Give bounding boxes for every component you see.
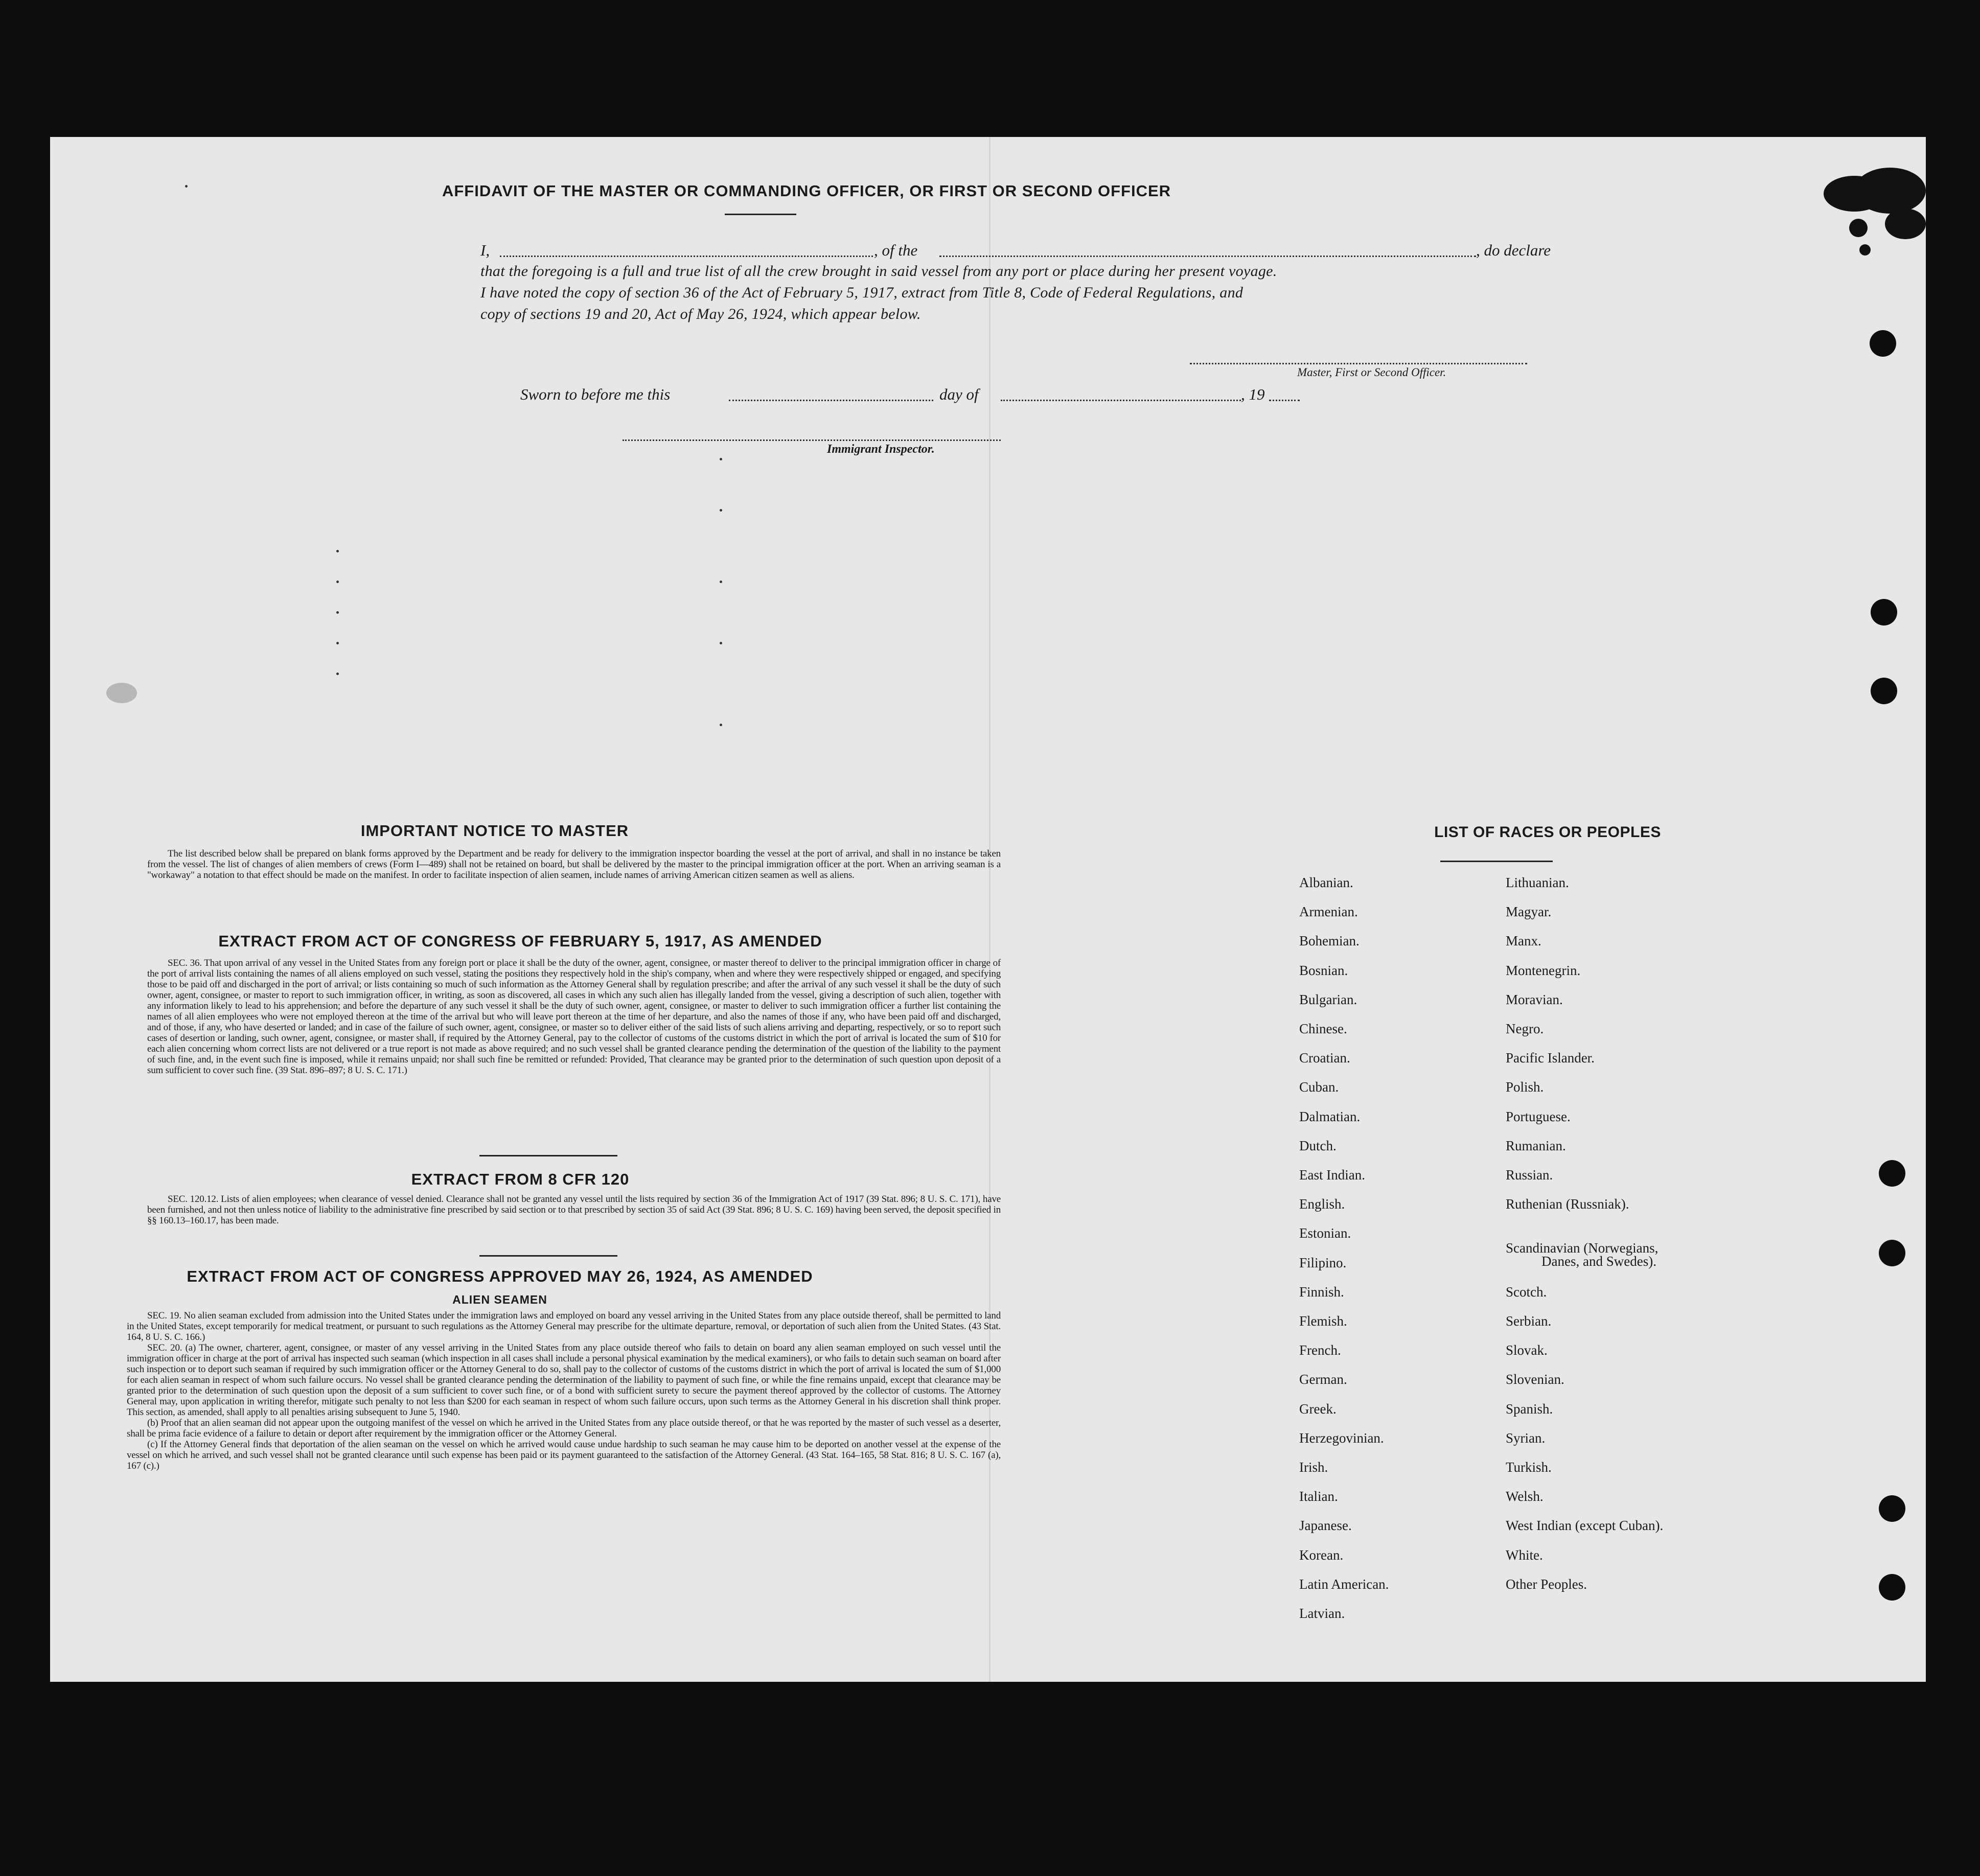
sworn-day-blank[interactable] [729, 400, 933, 401]
section-rule-2 [479, 1255, 617, 1257]
extract-1924-body [127, 1310, 1001, 1471]
race-item: Albanian. [1299, 875, 1353, 890]
day-of-label: day of [939, 385, 979, 403]
punch-hole [1879, 1574, 1905, 1601]
sworn-month-blank[interactable] [1001, 400, 1241, 401]
speck [720, 509, 722, 512]
sec-20c-text: (c) If the Attorney General finds that deportation of the alien seaman on the vessel on which he arrived would cause undue hardship to such seaman he may cause him to be deported on another vessel at the expense of the vessel on which he arrived, and such vessel shall not be granted clearance until such expense has been paid or its payment guaranteed to the satisfaction of the Attorney General. (43 Stat. 164–165, 58 Stat. 816; 8 U. S. C. 167 (a), 167 (c).) [127, 1439, 1001, 1471]
ink-blot [1854, 168, 1926, 214]
vessel-blank[interactable] [939, 256, 1476, 257]
race-item: Polish. [1506, 1079, 1544, 1095]
race-item: Magyar. [1506, 904, 1552, 920]
affidavit-declare: , do declare [1476, 241, 1551, 259]
sec-20a-text: SEC. 20. (a) The owner, charterer, agent, consignee, or master of any vessel arriving in the United States from any place outside thereof who fails to detain on board any alien seaman employed on such vessel until the immigration officer in charge at the port of arrival has inspected such seaman (which inspection in all cases shall include a personal physical examination by the medical examiners), or who fails to detain such seaman on board after such inspection or to deport such seaman if required by such immigration officer or the Attorney General to do so, shall pay to the collector of customs of the customs district in which the port of arrival is located the sum of $1,000 for each alien seaman in respect of whom such failure occurs. No vessel shall be granted clearance pending the determination of the liability to payment of such fine, or while the fine remains unpaid, except that clearance may be granted prior to the determination of such question upon the deposit of a sum sufficient to cover such fine, or of a bond with sufficient surety to secure the payment thereof approved by the collector of customs. The Attorney General may, upon application in writing therefor, mitigate such penalty to not less than $200 for each seaman in respect of whom such failure occurs, upon such terms as the Attorney General in his discretion shall think proper. This section, as amended, shall apply to all penalties arising subsequent to June 5, 1940. [127, 1342, 1001, 1418]
extract-1917-text: SEC. 36. That upon arrival of any vessel in the United States from any foreign port or place it shall be the duty of the owner, agent, consignee, or master thereof to deliver to the principal immigration officer in charge of the port of arrival lists containing the names of all aliens employed on such vessel, stating the positions they respectively hold in the ship's company, when and where they were respectively shipped or engaged, and specifying those to be paid off and discharged in the port of arrival; or lists containing so much of such information as the Attorney General shall by regulation prescribe; and after the arrival of any such vessel it shall be the duty of such owner, agent, consignee, or master to report to such immigration officer, in writing, as soon as discovered, all cases in which any such alien has illegally landed from the vessel, giving a description of such alien, together with any information likely to lead to his apprehension; and before the departure of any such vessel it shall be the duty of such owner, agent, consignee, or master to deliver to such immigration officer a further list containing the names of all alien employees who were not employed thereon at the time of the arrival but who will leave port thereon at the time of her departure, and also the names of those if any, who have been paid off and discharged, and of those, if any, who have deserted or landed; and in case of the failure of such owner, agent, consignee, or master so to deliver either of the said lists of such aliens arriving and departing, respectively, or so to report such cases of desertion or landing, such owner, agent, consignee, or master shall, if required by the Attorney General, pay to the collector of customs of the customs district in which the port of arrival is located the sum of $10 for each alien concerning whom correct lists are not delivered or a true report is not made as above required; and no such vessel shall be granted clearance pending the determination of the question of the liability to the payment of such fine, and, in the event such fine is imposed, while it remains unpaid; nor shall such fine be remitted or refunded: Provided, That clearance may be granted prior to the determination of such question upon deposit of a sum sufficient to cover such fine. (39 Stat. 896–897; 8 U. S. C. 171.) [147, 958, 1001, 1076]
race-item: Dutch. [1299, 1138, 1337, 1153]
race-item: Bohemian. [1299, 933, 1360, 949]
race-item: Other Peoples. [1506, 1576, 1587, 1592]
master-signature-blank[interactable] [1190, 363, 1527, 364]
speck [336, 611, 339, 614]
race-item: Filipino. [1299, 1255, 1347, 1270]
year-blank[interactable] [1269, 400, 1300, 401]
race-item: Turkish. [1506, 1460, 1552, 1475]
speck [336, 550, 339, 552]
race-item: Greek. [1299, 1401, 1337, 1417]
ink-blot [1885, 209, 1926, 239]
sec-20b-text: (b) Proof that an alien seaman did not appear upon the outgoing manifest of the vessel on which he arrived in the United States from any place outside thereof, or that he was reported by the master of such vessel as a deserter, shall be prima facie evidence of a failure to detain or deport after requirement by the immigration officer or the Attorney General. [127, 1418, 1001, 1439]
races-title-rule [1440, 861, 1553, 862]
alien-seamen-subtitle: ALIEN SEAMEN [452, 1293, 547, 1306]
affidavit-line4: copy of sections 19 and 20, Act of May 26, 1924, which appear below. [480, 306, 921, 322]
section-rule-1 [479, 1155, 617, 1156]
name-blank[interactable] [500, 256, 873, 257]
punch-hole [1871, 678, 1897, 704]
punch-hole [1879, 1160, 1905, 1187]
race-item: Spanish. [1506, 1401, 1553, 1417]
race-item: Russian. [1506, 1167, 1553, 1183]
sworn-label: Sworn to before me this [520, 385, 671, 403]
race-item: Slovak. [1506, 1342, 1548, 1358]
races-title: LIST OF RACES OR PEOPLES [1434, 824, 1661, 841]
race-item: Syrian. [1506, 1430, 1546, 1446]
speck [720, 642, 722, 644]
race-item: Latvian. [1299, 1606, 1345, 1621]
speck [720, 724, 722, 726]
race-item: Manx. [1506, 933, 1541, 949]
race-item: German. [1299, 1372, 1347, 1387]
affidavit-title: AFFIDAVIT OF THE MASTER OR COMMANDING OFFICER, OR FIRST OR SECOND OFFICER [442, 182, 1171, 200]
extract-8cfr-title: EXTRACT FROM 8 CFR 120 [411, 1170, 630, 1188]
sec-19-text: SEC. 19. No alien seaman excluded from admission into the United States under the immigration laws and employed on board any vessel arriving in the United States from any place outside thereof, shall be permitted to land in the United States, except temporarily for medical treatment, or pursuant to such regulations as the Attorney General may prescribe for the ultimate departure, removal, or deportation of such alien from the United States. (43 Stat. 164, 8 U. S. C. 166.) [127, 1310, 1001, 1342]
race-item: French. [1299, 1342, 1341, 1358]
race-item: Scandinavian (Norwegians, [1506, 1240, 1659, 1256]
affidavit-line3: I have noted the copy of section 36 of the Act of February 5, 1917, extract from Title 8, Code of Federal Regulations, and [480, 284, 1244, 301]
race-item: East Indian. [1299, 1167, 1365, 1183]
race-item: Latin American. [1299, 1576, 1389, 1592]
race-item: Pacific Islander. [1506, 1050, 1595, 1066]
race-item: Cuban. [1299, 1079, 1339, 1095]
inspector-signature-blank[interactable] [623, 439, 1001, 441]
race-item: Italian. [1299, 1489, 1338, 1504]
extract-8cfr-text: SEC. 120.12. Lists of alien employees; when clearance of vessel denied. Clearance shall not be granted any vessel until the lists required by section 36 of the Immigration Act of 1917 (39 Stat. 896; 8 U. S. C. 171), have been furnished, and not then unless notice of liability to the administrative fine prescribed by said section or to that prescribed by section 35 of said Act (39 Stat. 896; 8 U. S. C. 169) having been served, the deposit specified in §§ 160.13–160.17, has been made. [147, 1194, 1001, 1226]
race-item: Serbian. [1506, 1313, 1552, 1329]
race-item: Portuguese. [1506, 1108, 1571, 1124]
race-item: Dalmatian. [1299, 1108, 1361, 1124]
race-item: Lithuanian. [1506, 875, 1569, 890]
race-item: West Indian (except Cuban). [1506, 1518, 1664, 1534]
speck [720, 458, 722, 460]
title-rule [725, 214, 796, 215]
race-item: Estonian. [1299, 1225, 1351, 1241]
notice-title: IMPORTANT NOTICE TO MASTER [360, 822, 629, 840]
race-item: Korean. [1299, 1547, 1344, 1563]
punch-hole [1879, 1495, 1905, 1522]
speck [185, 185, 188, 188]
race-item: Armenian. [1299, 904, 1358, 920]
race-item: Herzegovinian. [1299, 1430, 1384, 1446]
speck [336, 673, 339, 675]
document-page [50, 137, 1926, 1682]
race-item: Bosnian. [1299, 962, 1348, 978]
speck [720, 581, 722, 583]
smudge [106, 683, 137, 703]
race-item: Chinese. [1299, 1021, 1347, 1036]
race-item: White. [1506, 1547, 1543, 1563]
race-item: Welsh. [1506, 1489, 1544, 1504]
race-item: Slovenian. [1506, 1372, 1564, 1387]
notice-text: The list described below shall be prepared on blank forms approved by the Department and be ready for delivery to the immigration inspector boarding the vessel at the port of arrival, and shall in no instance be taken from the vessel. The list of changes of alien members of crews (Form I—489) shall not be retained on board, but shall be delivered by the master to the principal immigration officer at the port. When an arriving seaman is a "workaway" a notation to that effect should be made on the manifest. In order to facilitate inspection of alien seamen, include names of arriving American citizen seamen as well as aliens. [147, 848, 1001, 881]
race-item: Flemish. [1299, 1313, 1347, 1329]
punch-hole [1879, 1240, 1905, 1266]
ink-blot [1849, 219, 1868, 237]
inspector-caption: Immigrant Inspector. [827, 443, 935, 456]
master-caption: Master, First or Second Officer. [1297, 366, 1446, 379]
race-item: Scotch. [1506, 1284, 1547, 1300]
race-item: Montenegrin. [1506, 962, 1581, 978]
punch-hole [1871, 599, 1897, 626]
race-item: Negro. [1506, 1021, 1544, 1036]
ink-blot [1859, 244, 1871, 256]
race-item: Irish. [1299, 1460, 1328, 1475]
race-item: Danes, and Swedes). [1541, 1254, 1656, 1269]
race-item: English. [1299, 1196, 1345, 1212]
speck [336, 642, 339, 644]
race-item: Bulgarian. [1299, 991, 1357, 1007]
race-item: Rumanian. [1506, 1138, 1566, 1153]
affidavit-line2: that the foregoing is a full and true list of all the crew brought in said vessel from any port or place during her present voyage. [480, 263, 1277, 280]
race-item: Finnish. [1299, 1284, 1344, 1300]
extract-1924-title: EXTRACT FROM ACT OF CONGRESS APPROVED MAY 26, 1924, AS AMENDED [187, 1267, 813, 1285]
year-prefix: , 19 [1241, 385, 1265, 403]
race-item: Croatian. [1299, 1050, 1350, 1066]
punch-hole [1870, 330, 1896, 357]
extract-1917-title: EXTRACT FROM ACT OF CONGRESS OF FEBRUARY 5, 1917, AS AMENDED [218, 932, 822, 950]
speck [336, 581, 339, 583]
race-item: Ruthenian (Russniak). [1506, 1196, 1629, 1212]
race-item: Moravian. [1506, 991, 1563, 1007]
affidavit-of-the: , of the [874, 241, 918, 259]
race-item: Japanese. [1299, 1518, 1352, 1534]
affidavit-i: I, [480, 241, 490, 259]
